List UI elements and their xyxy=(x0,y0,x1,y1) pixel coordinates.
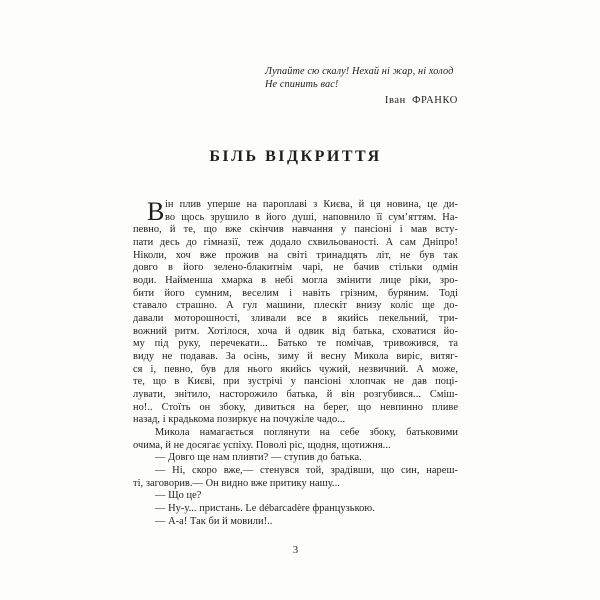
body-text-line: назад, і крадькома позиркує на почужіле чадо... xyxy=(133,414,346,426)
body-text-line: води. Найменша хмарка в небі могла змінити лице ріки, зро- xyxy=(133,275,458,287)
body-text-line: ті, заговорив.— Он видно вже притику нашу... xyxy=(133,477,340,489)
body-text-line: — Ну-у... пристань. Le débarcadère французькою. xyxy=(155,503,375,515)
epigraph-attribution: Іван ФРАНКО xyxy=(384,95,458,106)
body-text-line: очима, й не досягає успіху. Поволі ріс, щодня, щотижня... xyxy=(133,439,391,451)
page-number: 3 xyxy=(292,545,299,556)
body-text-line: бити його сумним, веселим і навіть грізним, буряним. Тоді xyxy=(133,287,458,299)
body-text-line: те, що в Києві, при зустрічі у пансіоні хлопчак не дав поці- xyxy=(133,376,458,388)
body-text-line: ін плив уперше на пароплаві з Києва, й ця новина, це ди- xyxy=(165,199,458,210)
body-text-line: — Довго ще нам пливти? — ступив до батька. xyxy=(155,452,362,464)
body-text-line: певно, й те, що вже скінчив навчання у пансіоні і мав всту- xyxy=(133,224,458,236)
body-text-line: ся і, певно, був для нього якийсь чужий, незвичний. А може, xyxy=(133,363,458,375)
body-text-line: давали моторошності, зливали все в якийсь пекельний, три- xyxy=(133,313,458,325)
body-lines xyxy=(133,199,458,528)
body-text-line: вожний ритм. Хотілося, хоча й одвик від батька, сховатися йо- xyxy=(133,325,458,337)
body-text xyxy=(133,199,458,528)
drop-cap: В xyxy=(147,197,165,226)
body-text-line: виду не подавав. За осінь, зиму й весну Микола виріс, витяг- xyxy=(133,351,458,363)
body-text-line: лувати, знітило, насторожило батька, й він розгубився... Сміш- xyxy=(133,389,458,401)
body-text-line: во щось зрушило в його душі, наповнило її сум’яттям. На- xyxy=(165,211,458,223)
body-text-line: — Що це? xyxy=(155,490,202,502)
body-text-line: пати десь до гімназії, теж додало схвильованості. А сам Дніпро! xyxy=(133,237,458,249)
epigraph-line-2: Не спинить вас! xyxy=(265,78,339,90)
body-text-line: — А-а! Так би й мовили!.. xyxy=(155,515,273,527)
body-text-line: довго в його зелено-блакитнім чарі, не бачив стільки одмін xyxy=(133,262,458,274)
body-text-line: Микола намагається поглянути на себе збоку, батьковими xyxy=(155,427,458,439)
body-text-line: му під руку, перечекати... Батько те помічав, тривожився, та xyxy=(133,338,458,350)
chapter-title: БІЛЬ ВІДКРИТТЯ xyxy=(209,148,382,165)
body-text-line: но!.. Стоїть он збоку, дивиться на берег, що невпинно пливе xyxy=(133,401,458,413)
epigraph xyxy=(265,66,458,106)
body-text-line: ставало страшно. А гул машини, плескіт внизу коліс ще до- xyxy=(133,300,458,312)
body-text-line: — Ні, скоро вже,— стенувся той, зрадівши, що син, нареш- xyxy=(155,465,458,477)
epigraph-line-1: Лупайте сю скалу! Нехай ні жар, ні холод xyxy=(265,66,454,77)
body-text-line: Ніколи, хоч вже прожив на світі тринадцять літ, не був так xyxy=(133,249,458,261)
